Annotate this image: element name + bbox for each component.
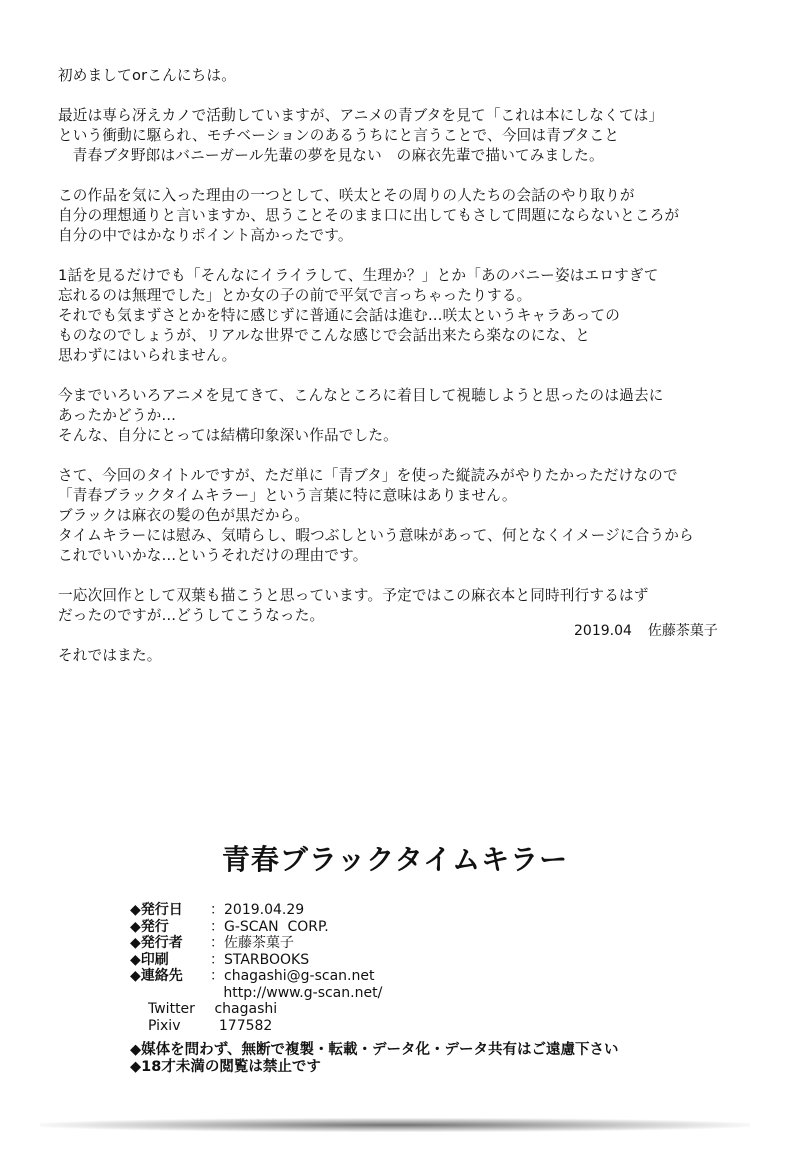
- afterword-paragraph: [58, 266, 758, 366]
- colophon-label: ◆印刷: [130, 951, 169, 968]
- colophon-label: Pixiv: [148, 1017, 181, 1034]
- afterword-paragraph: [58, 646, 758, 666]
- afterword-line: という衝動に駆られ、モチベーションのあるうちにと言うことで、今回は青ブタこと: [58, 127, 620, 144]
- colophon-value: ：G-SCAN CORP.: [210, 918, 329, 935]
- afterword-line: この作品を気に入った理由の一つとして、咲太とその周りの人たちの会話のやり取りが: [58, 187, 635, 204]
- afterword-line: 今までいろいろアニメを見てきて、こんなところに着目して視聴しようと思ったのは過去に: [58, 387, 664, 404]
- afterword-line: タイムキラーには慰み、気晴らし、暇つぶしという意味があって、何となくイメージに合うから: [58, 527, 694, 544]
- afterword-line: さて、今回のタイトルですが、ただ単に「青ブタ」を使った縦読みがやりたかっただけなので: [58, 467, 678, 484]
- afterword-line: 思わずにはいられません。: [58, 347, 237, 364]
- colophon-value: ：2019.04.29: [210, 902, 305, 918]
- colophon-value: ：佐藤茶菓子: [210, 935, 294, 951]
- colophon-row: [130, 968, 382, 985]
- afterword-line: それでも気まずさとかを特に感じずに普通に会話は進む…咲太というキャラあっての: [58, 307, 621, 324]
- legal-notes: [130, 1042, 619, 1076]
- afterword-line: 初めましてorこんにちは。: [58, 67, 237, 84]
- colophon-label: [130, 985, 210, 1002]
- afterword-line: 最近は専ら冴えカノで活動していますが、アニメの青ブタを見て「これは本にしなくては」: [58, 107, 664, 124]
- colophon-value: ：chagashi@g-scan.net: [210, 968, 375, 984]
- afterword-paragraph: [58, 106, 758, 166]
- colophon-label: ◆連絡先: [130, 968, 183, 984]
- signature: [574, 620, 718, 640]
- colophon-row: [130, 1018, 382, 1035]
- colophon: [130, 902, 382, 1034]
- colophon-value: http://www.g-scan.net/: [210, 984, 383, 1001]
- colophon-row: [130, 902, 382, 919]
- afterword-line: 自分の理想通りと言いますか、思うことそのまま口に出してもさして問題にならないところが: [58, 207, 680, 224]
- afterword-line: 自分の中ではかなりポイント高かったです。: [58, 227, 353, 244]
- colophon-row: [130, 985, 382, 1002]
- afterword-line: あったかどうか…: [58, 407, 177, 424]
- afterword-paragraph: [58, 386, 758, 446]
- colophon-value: 177582: [210, 1017, 273, 1034]
- afterword-line: 忘れるのは無理でした」とか女の子の前で平気で言っちゃったりする。: [58, 287, 532, 304]
- colophon-value: ：STARBOOKS: [210, 951, 310, 968]
- afterword-paragraph: [58, 466, 758, 566]
- colophon-label: Twitter: [148, 1001, 195, 1017]
- colophon-row: [130, 952, 382, 969]
- legal-note: ◆媒体を問わず、無断で複製・転載・データ化・データ共有はご遠慮下さい: [130, 1042, 619, 1058]
- afterword-text: [58, 66, 758, 686]
- colophon-value: chagashi: [210, 1001, 278, 1017]
- book-title: 青春ブラックタイムキラー: [221, 843, 569, 876]
- signature-author: 佐藤茶菓子: [647, 623, 718, 639]
- afterword-line: それではまた。: [58, 647, 162, 664]
- afterword-line: だったのですが…どうしてこうなった。: [58, 607, 325, 624]
- afterword-line: 「青春ブラックタイムキラー」という言葉に特に意味はありません。: [58, 487, 517, 504]
- afterword-line: これでいいかな…というそれだけの理由です。: [58, 547, 368, 564]
- page-shadow: [40, 1118, 750, 1132]
- afterword-line: そんな、自分にとっては結構印象深い作品でした。: [58, 427, 398, 444]
- afterword-line: ブラックは麻衣の髪の色が黒だから。: [58, 507, 310, 524]
- colophon-label: ◆発行: [130, 918, 169, 935]
- signature-date: 2019.04: [574, 623, 632, 639]
- afterword-line: 1話を見るだけでも「そんなにイライラして、生理か？」とか「あのバニー姿はエロすぎて: [58, 267, 659, 284]
- afterword-line: ものなのでしょうが、リアルな世界でこんな感じで会話出来たら楽なのにな、と: [58, 327, 590, 344]
- colophon-label: ◆発行日: [130, 902, 183, 918]
- colophon-row: [130, 919, 382, 936]
- afterword-paragraph: [58, 66, 758, 86]
- legal-note: ◆18才未満の閲覧は禁止です: [130, 1059, 321, 1075]
- afterword-line: 青春ブタ野郎はバニーガール先輩の夢を見ない の麻衣先輩で描いてみました。: [58, 147, 604, 164]
- afterword-paragraph: [58, 186, 758, 246]
- colophon-row: [130, 935, 382, 952]
- colophon-row: [130, 1001, 382, 1018]
- afterword-line: 一応次回作として双葉も描こうと思っています。予定ではこの麻衣本と同時刊行するはず: [58, 587, 649, 604]
- colophon-label: ◆発行者: [130, 935, 183, 951]
